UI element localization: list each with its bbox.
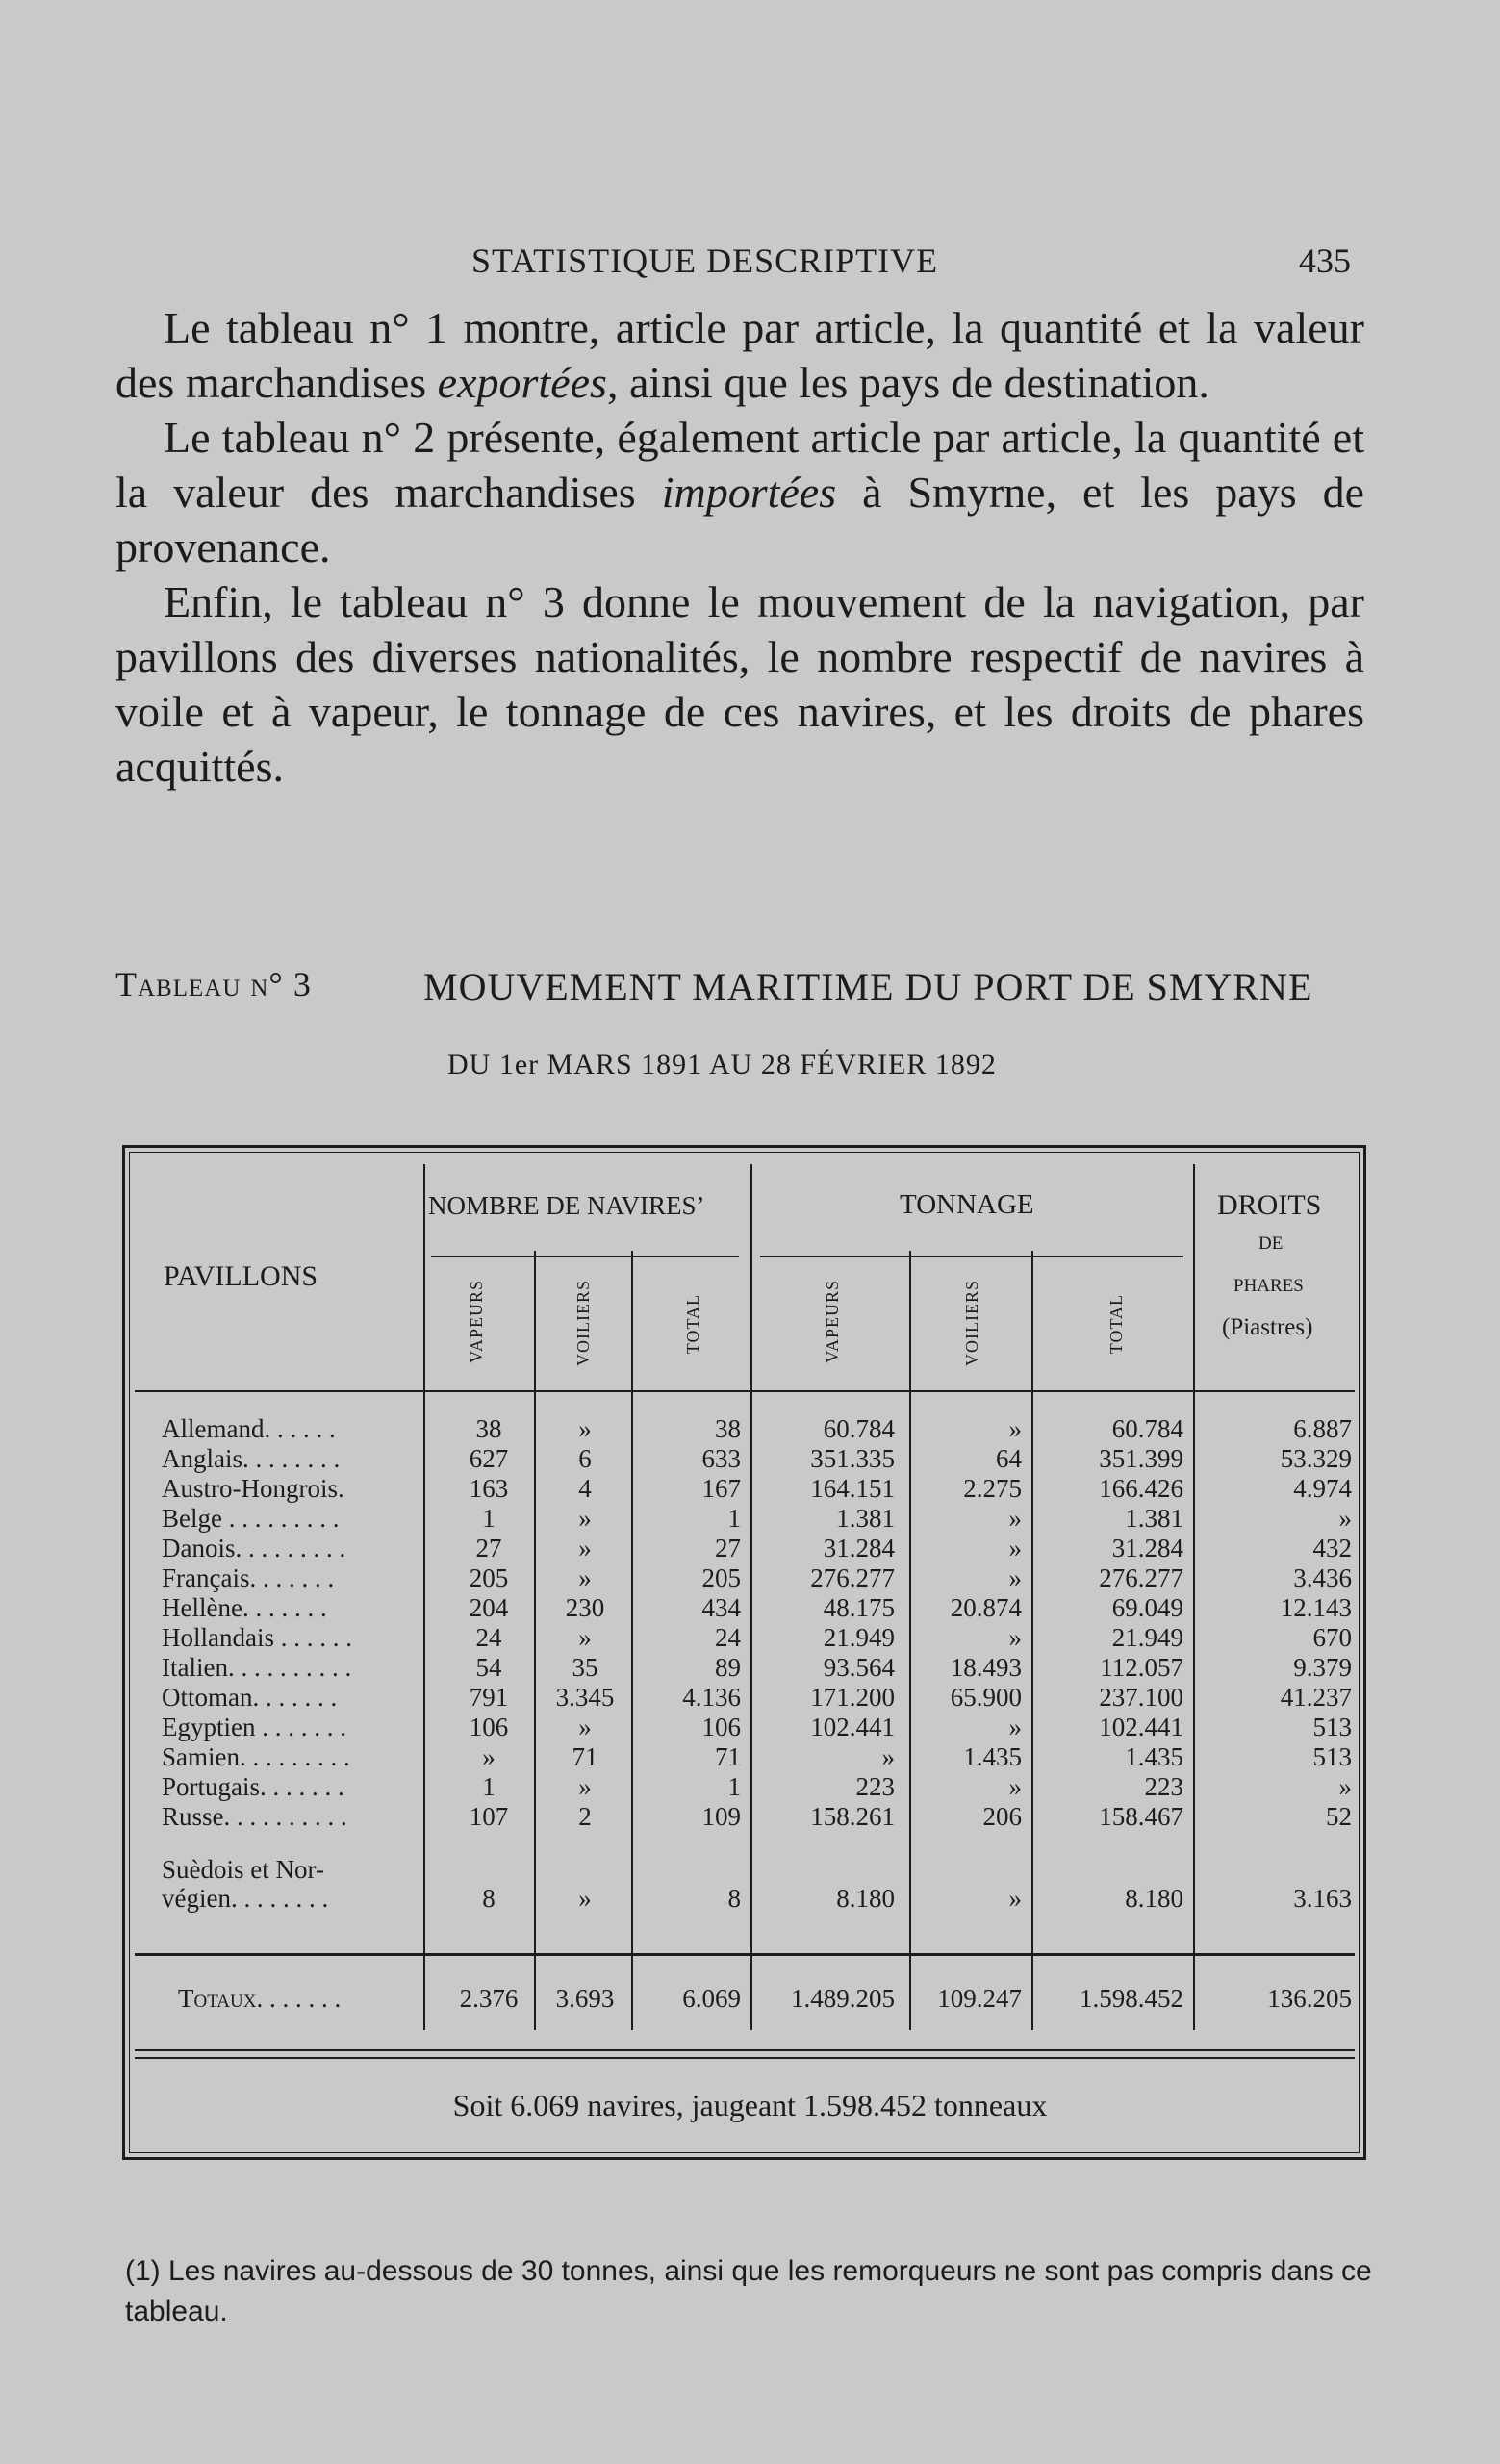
cell-total: 109 <box>701 1802 741 1831</box>
table-row <box>0 1474 1500 1504</box>
cell-droits: 3.436 <box>1293 1563 1352 1592</box>
cell-droits: » <box>1338 1504 1352 1533</box>
header-droits: DROITS <box>1217 1189 1322 1221</box>
cell-voiliers: » <box>578 1414 592 1443</box>
table-row <box>0 1534 1500 1563</box>
table-row <box>0 1444 1500 1474</box>
cell-tonnage-total: 8.180 <box>1125 1884 1183 1913</box>
cell-voiliers: 3.345 <box>555 1683 615 1712</box>
cell-total: 4.136 <box>682 1683 741 1712</box>
cell-tonnage-total: 223 <box>1144 1772 1183 1801</box>
cell-pavillon: Anglais. . . . . . . . <box>162 1444 341 1473</box>
header-tonnage-voiliers: VOILIERS <box>962 1280 981 1366</box>
cell-tonnage-vapeurs: 31.284 <box>823 1534 895 1562</box>
cell-tonnage-voiliers: 109.247 <box>937 1984 1022 2013</box>
page-number: 435 <box>1299 241 1351 280</box>
paragraph-3: Enfin, le tableau n° 3 donne le mouvement de la navigation, par pavillons des diverses nationalités, le nombre respectif de navires à voile et à vapeur, le tonnage de ces navires, et les droits de phares acquittés. <box>115 577 1364 791</box>
cell-vapeurs: 38 <box>475 1414 502 1443</box>
table-row <box>0 1802 1500 1832</box>
table-summary: Soit 6.069 navires, jaugeant 1.598.452 tonneaux <box>452 2088 1048 2122</box>
header-voiliers: VOILIERS <box>573 1280 593 1366</box>
cell-vapeurs: 204 <box>469 1593 509 1622</box>
cell-total: 71 <box>715 1742 741 1771</box>
header-tonnage-vapeurs: VAPEURS <box>823 1280 842 1363</box>
cell-voiliers: 2 <box>578 1802 592 1831</box>
cell-vapeurs: 107 <box>469 1802 509 1831</box>
cell-tonnage-voiliers: 2.275 <box>963 1474 1022 1503</box>
cell-tonnage-total: 69.049 <box>1111 1593 1183 1622</box>
table-row <box>0 1414 1500 1444</box>
cell-voiliers: 71 <box>572 1742 598 1771</box>
cell-tonnage-voiliers: » <box>1008 1563 1022 1592</box>
cell-droits: 41.237 <box>1280 1683 1352 1712</box>
cell-total: 27 <box>715 1534 741 1562</box>
cell-tonnage-total: 1.381 <box>1125 1504 1183 1533</box>
cell-tonnage-vapeurs: 164.151 <box>810 1474 895 1503</box>
cell-pavillon: Danois. . . . . . . . . <box>162 1534 346 1562</box>
cell-tonnage-vapeurs: » <box>881 1742 895 1771</box>
cell-total: 434 <box>701 1593 741 1622</box>
header-droits-de: DE <box>1258 1233 1284 1254</box>
header-nombre-navires: NOMBRE DE NAVIRES’ <box>428 1191 705 1220</box>
cell-tonnage-total: 158.467 <box>1099 1802 1183 1831</box>
cell-total: 38 <box>715 1414 741 1443</box>
cell-tonnage-vapeurs: 21.949 <box>823 1623 895 1652</box>
cell-droits: 513 <box>1312 1713 1352 1741</box>
cell-tonnage-voiliers: 65.900 <box>950 1683 1022 1712</box>
cell-pavillon: Portugais. . . . . . . <box>162 1772 344 1801</box>
cell-tonnage-vapeurs: 158.261 <box>810 1802 895 1831</box>
cell-total: 106 <box>701 1713 741 1741</box>
cell-totaux-label: Totaux. . . . . . . <box>178 1984 342 2013</box>
cell-voiliers: » <box>578 1534 592 1562</box>
cell-vapeurs: 163 <box>469 1474 509 1503</box>
cell-vapeurs: 106 <box>469 1713 509 1741</box>
table-row <box>0 1623 1500 1653</box>
cell-vapeurs: 627 <box>469 1444 509 1473</box>
cell-vapeurs: 24 <box>475 1623 502 1652</box>
cell-pavillon: Italien. . . . . . . . . . <box>162 1653 352 1682</box>
header-tonnage: TONNAGE <box>900 1189 1034 1220</box>
table-row <box>0 1742 1500 1772</box>
cell-droits: 136.205 <box>1267 1984 1352 2013</box>
cell-tonnage-voiliers: » <box>1008 1772 1022 1801</box>
brace <box>760 1256 1183 1257</box>
cell-total: 8 <box>727 1884 741 1913</box>
cell-pavillon: Français. . . . . . . <box>162 1563 335 1592</box>
header-droits-unit: (Piastres) <box>1222 1314 1313 1340</box>
cell-voiliers: 4 <box>578 1474 592 1503</box>
header-tonnage-total: TOTAL <box>1106 1294 1126 1355</box>
header-pavillons: PAVILLONS <box>164 1260 318 1292</box>
cell-vapeurs: 791 <box>469 1683 509 1712</box>
cell-tonnage-vapeurs: 1.489.205 <box>791 1984 895 2013</box>
cell-droits: 4.974 <box>1293 1474 1352 1503</box>
cell-voiliers: » <box>578 1623 592 1652</box>
cell-voiliers: 35 <box>572 1653 598 1682</box>
cell-pavillon: végien. . . . . . . . <box>162 1884 329 1913</box>
table-row <box>0 1504 1500 1534</box>
cell-droits: 52 <box>1326 1802 1352 1831</box>
cell-tonnage-total: 112.057 <box>1100 1653 1183 1682</box>
cell-tonnage-voiliers: » <box>1008 1414 1022 1443</box>
rule <box>135 1953 1355 1956</box>
cell-tonnage-voiliers: 20.874 <box>950 1593 1022 1622</box>
footnote: (1) Les navires au-dessous de 30 tonnes, ainsi que les remorqueurs ne sont pas compris dans ce tableau. <box>125 2255 1372 2327</box>
cell-tonnage-voiliers: 1.435 <box>963 1742 1022 1771</box>
header-vapeurs: VAPEURS <box>467 1280 486 1363</box>
table-row <box>0 1713 1500 1742</box>
cell-voiliers: » <box>578 1713 592 1741</box>
cell-total: 24 <box>715 1623 741 1652</box>
cell-pavillon: Austro-Hongrois. <box>162 1474 344 1503</box>
cell-tonnage-vapeurs: 223 <box>855 1772 895 1801</box>
cell-tonnage-total: 1.435 <box>1125 1742 1183 1771</box>
table-number: Tableau n° 3 <box>115 965 312 1003</box>
cell-tonnage-vapeurs: 93.564 <box>823 1653 895 1682</box>
cell-voiliers: » <box>578 1772 592 1801</box>
cell-droits: 53.329 <box>1280 1444 1352 1473</box>
cell-tonnage-total: 351.399 <box>1099 1444 1183 1473</box>
cell-tonnage-total: 31.284 <box>1111 1534 1183 1562</box>
cell-vapeurs: » <box>482 1742 496 1771</box>
cell-tonnage-total: 276.277 <box>1099 1563 1183 1592</box>
rule <box>135 2049 1355 2051</box>
table-row <box>0 1683 1500 1713</box>
totals-row <box>0 1984 1500 2014</box>
table-title: MOUVEMENT MARITIME DU PORT DE SMYRNE <box>423 965 1313 1008</box>
table-caption <box>115 964 1366 1012</box>
cell-voiliers: » <box>578 1563 592 1592</box>
cell-vapeurs: 1 <box>482 1772 496 1801</box>
paragraph-1: Le tableau n° 1 montre, article par article, la quantité et la valeur des marchandises exportées, ainsi que les pays de destination. <box>115 303 1364 407</box>
cell-droits: 12.143 <box>1280 1593 1352 1622</box>
cell-tonnage-vapeurs: 1.381 <box>836 1504 895 1533</box>
cell-voiliers: 3.693 <box>555 1984 615 2013</box>
cell-tonnage-vapeurs: 351.335 <box>810 1444 895 1473</box>
cell-droits: 513 <box>1312 1742 1352 1771</box>
cell-total: 1 <box>727 1504 741 1533</box>
cell-tonnage-vapeurs: 48.175 <box>823 1593 895 1622</box>
cell-tonnage-total: 237.100 <box>1099 1683 1183 1712</box>
cell-vapeurs: 205 <box>469 1563 509 1592</box>
cell-droits: 432 <box>1312 1534 1352 1562</box>
table-row <box>0 1593 1500 1623</box>
header-droits-phares: PHARES <box>1233 1276 1304 1296</box>
cell-tonnage-total: 1.598.452 <box>1080 1984 1183 2013</box>
cell-tonnage-vapeurs: 276.277 <box>810 1563 895 1592</box>
table-row <box>0 1653 1500 1683</box>
cell-tonnage-total: 21.949 <box>1111 1623 1183 1652</box>
cell-tonnage-total: 166.426 <box>1099 1474 1183 1503</box>
cell-pavillon: Russe. . . . . . . . . . <box>162 1802 347 1831</box>
cell-pavillon: Hellène. . . . . . . <box>162 1593 327 1622</box>
cell-total: 633 <box>701 1444 741 1473</box>
cell-tonnage-voiliers: 206 <box>982 1802 1022 1831</box>
cell-tonnage-vapeurs: 8.180 <box>836 1884 895 1913</box>
cell-voiliers: 6 <box>578 1444 592 1473</box>
cell-tonnage-vapeurs: 60.784 <box>823 1414 895 1443</box>
paragraph-2: Le tableau n° 2 présente, également article par article, la quantité et la valeur des marchandises importées à Smyrne, et les pays de provenance. <box>115 413 1364 572</box>
cell-droits: » <box>1338 1772 1352 1801</box>
cell-tonnage-voiliers: 64 <box>996 1444 1022 1473</box>
cell-tonnage-total: 102.441 <box>1099 1713 1183 1741</box>
cell-tonnage-vapeurs: 102.441 <box>810 1713 895 1741</box>
brace <box>431 1256 739 1257</box>
cell-droits: 9.379 <box>1293 1653 1352 1682</box>
cell-tonnage-voiliers: » <box>1008 1623 1022 1652</box>
cell-tonnage-voiliers: » <box>1008 1534 1022 1562</box>
cell-tonnage-voiliers: » <box>1008 1884 1022 1913</box>
cell-tonnage-voiliers: » <box>1008 1504 1022 1533</box>
cell-tonnage-voiliers: » <box>1008 1713 1022 1741</box>
table-row <box>0 1884 1500 1914</box>
cell-tonnage-vapeurs: 171.200 <box>810 1683 895 1712</box>
cell-droits: 6.887 <box>1293 1414 1352 1443</box>
cell-vapeurs: 8 <box>482 1884 496 1913</box>
cell-vapeurs: 27 <box>475 1534 502 1562</box>
cell-vapeurs: 54 <box>475 1653 502 1682</box>
cell-pavillon: Hollandais . . . . . . <box>162 1623 352 1652</box>
cell-total: 1 <box>727 1772 741 1801</box>
cell-pavillon: Suèdois et Nor- <box>162 1855 324 1884</box>
cell-pavillon: Ottoman. . . . . . . <box>162 1683 338 1712</box>
cell-pavillon: Allemand. . . . . . <box>162 1414 336 1443</box>
cell-tonnage-voiliers: 18.493 <box>950 1653 1022 1682</box>
cell-tonnage-total: 60.784 <box>1111 1414 1183 1443</box>
rule <box>135 1390 1355 1392</box>
cell-total: 167 <box>701 1474 741 1503</box>
table-row <box>0 1563 1500 1593</box>
table-row <box>0 1772 1500 1802</box>
cell-voiliers: » <box>578 1884 592 1913</box>
cell-total: 6.069 <box>682 1984 741 2013</box>
cell-voiliers: 230 <box>565 1593 605 1622</box>
rule <box>135 2057 1355 2059</box>
cell-vapeurs: 2.376 <box>459 1984 519 2013</box>
header-total: TOTAL <box>683 1294 702 1355</box>
cell-pavillon: Egyptien . . . . . . . <box>162 1713 346 1741</box>
running-title: STATISTIQUE DESCRIPTIVE <box>471 241 939 280</box>
cell-droits: 3.163 <box>1293 1884 1352 1913</box>
running-head <box>0 241 1500 289</box>
cell-vapeurs: 1 <box>482 1504 496 1533</box>
cell-pavillon: Samien. . . . . . . . . <box>162 1742 350 1771</box>
table-date-range: DU 1er MARS 1891 AU 28 FÉVRIER 1892 <box>447 1049 997 1080</box>
table-row <box>0 1855 1500 1885</box>
cell-pavillon: Belge . . . . . . . . . <box>162 1504 340 1533</box>
cell-total: 89 <box>715 1653 741 1682</box>
cell-voiliers: » <box>578 1504 592 1533</box>
cell-droits: 670 <box>1312 1623 1352 1652</box>
body-text <box>115 300 1364 794</box>
cell-total: 205 <box>701 1563 741 1592</box>
